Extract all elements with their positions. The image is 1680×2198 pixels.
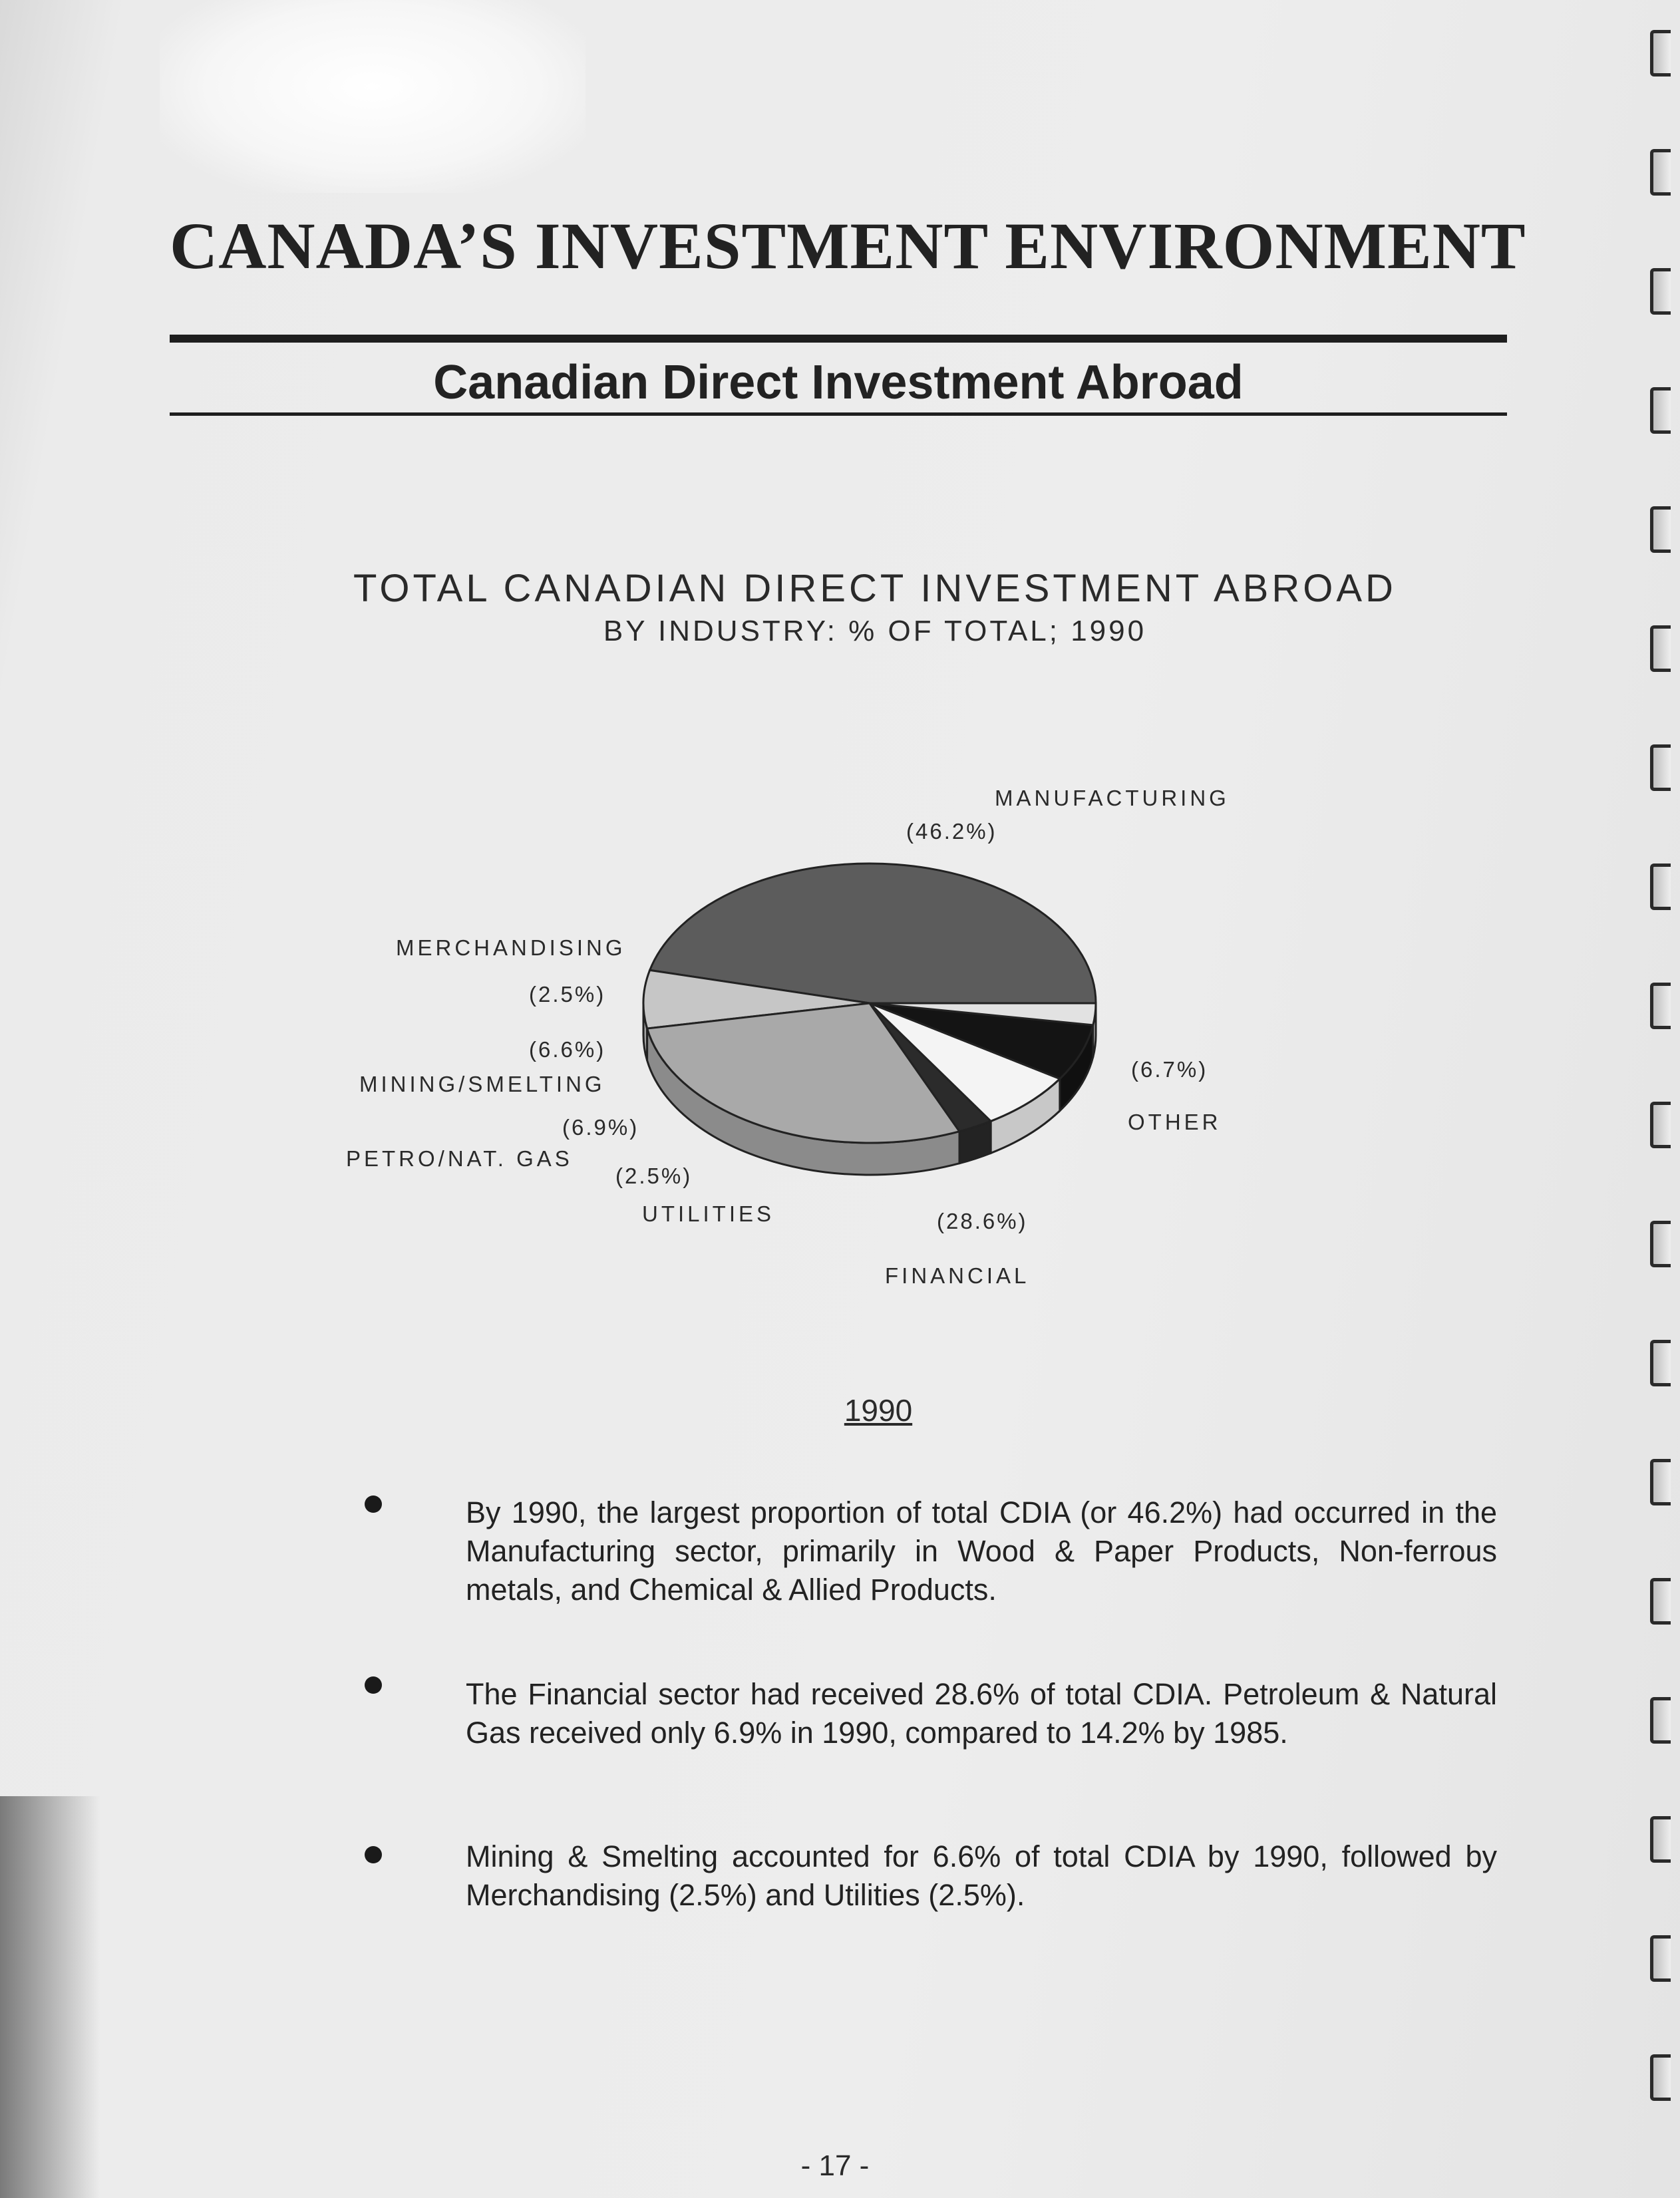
bullet-marker: [365, 1676, 382, 1694]
slice-value-petro: (6.9%): [562, 1115, 639, 1140]
slice-label-financial: FINANCIAL: [885, 1263, 1030, 1288]
page-title: CANADA’S INVESTMENT ENVIRONMENT: [170, 209, 1526, 283]
bullet-marker: [365, 1495, 382, 1513]
slice-value-mining: (6.6%): [529, 1037, 606, 1062]
slice-value-other: (6.7%): [1131, 1057, 1208, 1082]
slice-value-manufacturing: (46.2%): [906, 819, 997, 844]
slice-label-petro: PETRO/NAT. GAS: [346, 1146, 573, 1171]
slice-label-merchandising: MERCHANDISING: [396, 935, 626, 960]
chart-subtitle: BY INDUSTRY: % OF TOTAL; 1990: [603, 615, 1147, 647]
slice-label-manufacturing: MANUFACTURING: [995, 786, 1230, 810]
bullet-text-3: Mining & Smelting accounted for 6.6% of total CDIA by 1990, followed by Merchandising (2.5%) and Utilities (2.5%).: [466, 1839, 1497, 1912]
chart-title: TOTAL CANADIAN DIRECT INVESTMENT ABROAD: [353, 567, 1397, 610]
slice-value-merchandising: (2.5%): [529, 982, 606, 1007]
bullet-text-2: The Financial sector had received 28.6% of total CDIA. Petroleum & Natural Gas received only 6.9% in 1990, compared to 14.2% by 1985.: [466, 1677, 1497, 1750]
slice-value-utilities: (2.5%): [615, 1164, 693, 1188]
slice-label-other: OTHER: [1128, 1110, 1222, 1134]
year-heading: 1990: [844, 1393, 913, 1428]
bullet-text-1: By 1990, the largest proportion of total CDIA (or 46.2%) had occurred in the Manufacturing sector, primarily in Wood & Paper Products, Non-ferrous metals, and Chemical & Allied Products.: [466, 1495, 1497, 1607]
slice-label-mining: MINING/SMELTING: [359, 1072, 605, 1096]
page-number: - 17 -: [800, 2149, 870, 2182]
slice-value-financial: (28.6%): [937, 1209, 1028, 1233]
slice-label-utilities: UTILITIES: [642, 1201, 775, 1226]
bullet-marker: [365, 1846, 382, 1863]
section-title: Canadian Direct Investment Abroad: [433, 356, 1244, 409]
